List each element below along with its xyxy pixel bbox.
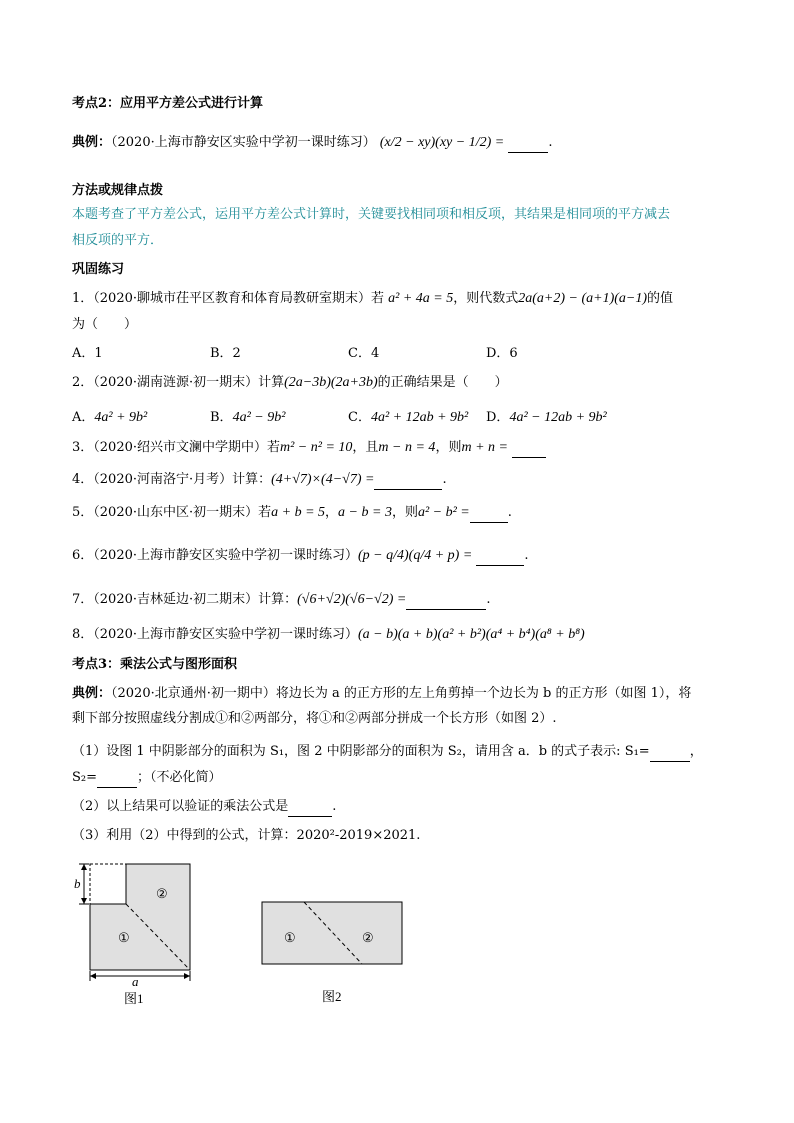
section3-part3: （3）利用（2）中得到的公式，计算：2020²-2019×2021. xyxy=(72,828,421,843)
example-source: （2020·上海市静安区实验中学初一课时练习） xyxy=(111,135,376,150)
q2-option-b[interactable]: B．4a² − 9b² xyxy=(210,410,286,425)
q1-line2: 为（ ） xyxy=(72,317,138,332)
q2-option-c[interactable]: C．4a² + 12ab + 9b² xyxy=(348,410,469,425)
s2-answer-blank[interactable] xyxy=(97,773,137,788)
example-expr: (x/2 − xy)(xy − 1/2) = xyxy=(379,135,505,150)
method-text-line2: 相反项的平方． xyxy=(72,233,164,248)
q3-answer-blank[interactable] xyxy=(512,443,546,458)
section3-example-line2: 剩下部分按照虚线分割成①和②两部分，将①和②两部分拼成一个长方形（如图 2）. xyxy=(72,711,557,726)
q6-answer-blank[interactable] xyxy=(476,551,524,566)
q1-line1: 1．（2020·聊城市茌平区教育和体育局教研室期末）若 a² + 4a = 5，则代数式2a(a+2) − (a+1)(a−1)的值 xyxy=(72,291,674,306)
figure1-caption: 图1 xyxy=(124,991,144,1006)
q6-line: 6．（2020·上海市静安区实验中学初一课时练习）(p − q/4)(q/4 + p) = . xyxy=(72,546,734,566)
q8-line: 8．（2020·上海市静安区实验中学初一课时练习）(a − b)(a + b)(a² + b²)(a⁴ + b⁴)(a⁸ + b⁸) xyxy=(72,627,585,642)
q1-expression: 2a(a+2) − (a+1)(a−1) xyxy=(518,291,648,306)
q5-answer-blank[interactable] xyxy=(470,508,508,523)
example-answer-blank[interactable] xyxy=(508,138,548,153)
q7-answer-blank[interactable] xyxy=(406,595,486,610)
q2-expression: (2a−3b)(2a+3b) xyxy=(284,375,378,390)
figure2-caption: 图2 xyxy=(322,989,342,1004)
method-text-line1: 本题考查了平方差公式，运用平方差公式计算时，关键要找相同项和相反项，其结果是相同项的平方减去 xyxy=(72,207,671,222)
q3-line: 3．（2020·绍兴市文澜中学期中）若m² − n² = 10，且m − n = 4，则m + n = xyxy=(72,438,734,458)
figure1-part1: ① xyxy=(118,930,130,945)
section3-part1-line1: （1）设图 1 中阴影部分的面积为 S₁，图 2 中阴影部分的面积为 S₂，请用含 a．b 的式子表示: S₁= ， xyxy=(72,742,734,762)
section3-part1-line2: S₂= ；（不必化简） xyxy=(72,768,734,788)
q7-line: 7．（2020·吉林延边·初二期末）计算：(√6+√2)(√6−√2) = . xyxy=(72,590,734,610)
figure2-part1: ① xyxy=(284,930,296,945)
section3-example-line1: 典例：（2020·北京通州·初一期中）将边长为 a 的正方形的左上角剪掉一个边长为 b 的正方形（如图 1），将 xyxy=(72,686,692,701)
formula-answer-blank[interactable] xyxy=(288,802,332,817)
figure1-removed-square xyxy=(90,864,126,904)
q4-line: 4．（2020·河南洛宁·月考）计算：(4+√7)×(4−√7) = . xyxy=(72,470,734,490)
figure1-label-a: a xyxy=(132,974,139,989)
q1-option-d[interactable]: D．6 xyxy=(486,346,518,361)
practice-heading: 巩固练习 xyxy=(72,262,125,277)
figure-2 xyxy=(258,898,408,1008)
q2-line1: 2．（2020·湖南涟源·初一期末）计算(2a−3b)(2a+3b)的正确结果是（ ） xyxy=(72,375,508,390)
figure2-part2: ② xyxy=(362,930,374,945)
figure1-part2: ② xyxy=(156,886,168,901)
figure1-label-b: b xyxy=(74,876,81,891)
example-label: 典例： xyxy=(72,135,112,150)
q5-line: 5．（2020·山东中区·初一期末）若a + b = 5，a − b = 3，则a² − b² = . xyxy=(72,503,734,523)
q1-condition: a² + 4a = 5 xyxy=(388,291,454,306)
q6-expression: (p − q/4)(q/4 + p) = xyxy=(358,548,473,563)
section3-part2: （2）以上结果可以验证的乘法公式是 . xyxy=(72,797,734,817)
q1-option-b[interactable]: B．2 xyxy=(210,346,241,361)
figure-1 xyxy=(70,858,210,1008)
section3-heading: 考点3：乘法公式与图形面积 xyxy=(72,657,238,672)
method-heading: 方法或规律点拨 xyxy=(72,183,164,198)
q2-option-d[interactable]: D．4a² − 12ab + 9b² xyxy=(486,410,607,425)
q8-expression: (a − b)(a + b)(a² + b²)(a⁴ + b⁴)(a⁸ + b⁸) xyxy=(358,627,585,642)
q1-option-c[interactable]: C．4 xyxy=(348,346,380,361)
section2-heading: 考点2：应用平方差公式进行计算 xyxy=(72,96,264,111)
q1-option-a[interactable]: A．1 xyxy=(72,346,103,361)
example-line: 典例：（2020·上海市静安区实验中学初一课时练习） (x/2 − xy)(xy − 1/2) = . xyxy=(72,133,734,153)
s1-answer-blank[interactable] xyxy=(650,747,690,762)
figure2-rectangle xyxy=(262,902,402,964)
q4-answer-blank[interactable] xyxy=(374,475,442,490)
q2-option-a[interactable]: A．4a² + 9b² xyxy=(72,410,148,425)
